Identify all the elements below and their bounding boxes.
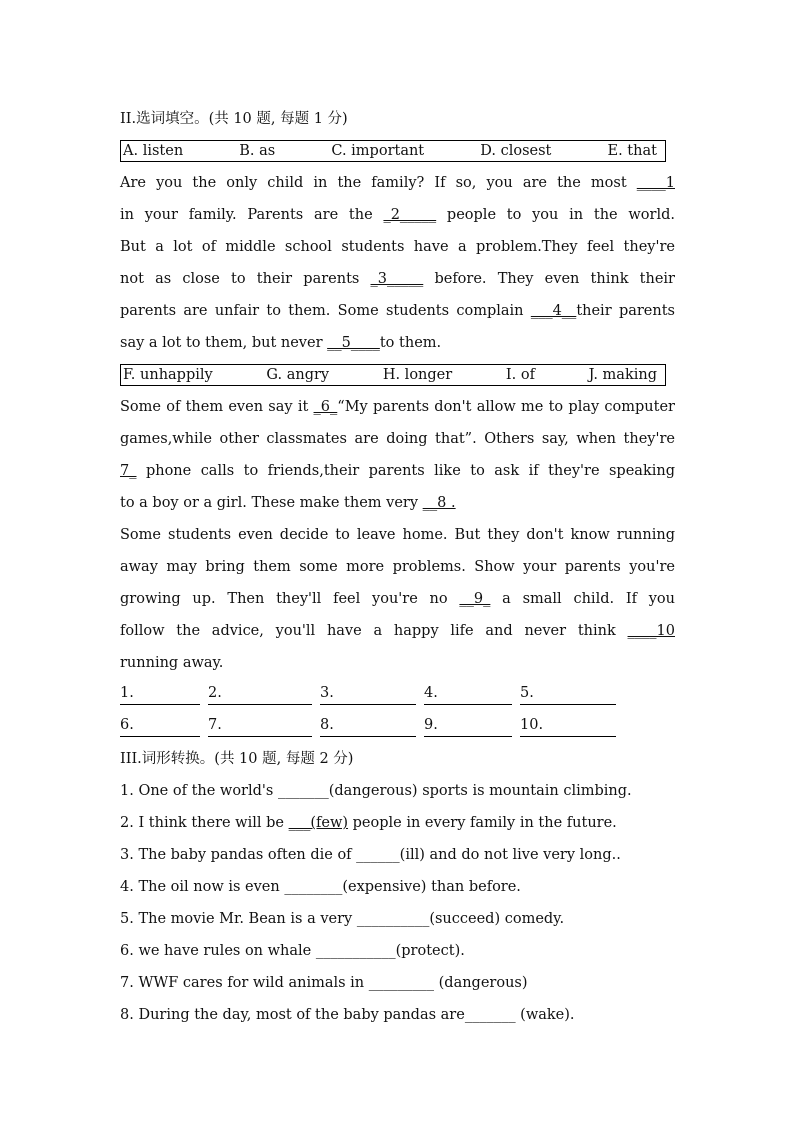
passage-line: 7_ phone calls to friends,their parents like to ask if they're speaking xyxy=(120,463,675,479)
passage-line: growing up. Then they'll feel you're no __9_ a small child. If you xyxy=(120,591,676,607)
answer-blank[interactable]: 5. xyxy=(520,682,616,705)
word-form-list xyxy=(120,775,675,1031)
answer-blank[interactable]: 4. xyxy=(424,682,512,705)
fill-blank[interactable]: _2_____ xyxy=(383,207,437,223)
passage-line: say a lot to them, but never __5____to them. xyxy=(120,335,442,351)
fill-blank[interactable]: ___________ xyxy=(315,943,396,959)
passage-line: to a boy or a girl. These make them very __8 . xyxy=(120,495,456,511)
fill-blank[interactable]: _3_____ xyxy=(370,271,424,287)
fill-blank[interactable]: ________ xyxy=(284,879,343,895)
fill-blank[interactable]: ____10 xyxy=(627,623,675,639)
word-bank-option: E. that xyxy=(607,143,657,159)
passage-paragraph-3 xyxy=(120,519,675,679)
answer-blank[interactable]: 6. xyxy=(120,714,200,737)
word-form-item: 5. The movie Mr. Bean is a very __________(succeed) comedy. xyxy=(120,911,565,927)
answer-blank[interactable]: 7. xyxy=(208,714,312,737)
fill-blank[interactable]: _______ xyxy=(464,1007,516,1023)
fill-blank[interactable]: ___4__ xyxy=(530,303,577,319)
word-bank-option: B. as xyxy=(239,143,276,159)
word-form-item: 2. I think there will be ___(few) people in every family in the future. xyxy=(120,815,617,831)
fill-blank[interactable]: ___(few) xyxy=(288,815,349,831)
passage-line: parents are unfair to them. Some students complain ___4__their parents xyxy=(120,303,675,319)
word-bank-option: J. making xyxy=(588,367,657,383)
fill-blank[interactable]: __________ xyxy=(356,911,430,927)
answer-blank[interactable]: 10. xyxy=(520,714,616,737)
passage-paragraph-2 xyxy=(120,391,675,519)
passage-line: But a lot of middle school students have a problem.They feel they're xyxy=(120,239,675,255)
passage-line: Are you the only child in the family? If so, you are the most ____1 xyxy=(120,175,675,191)
section-2-title: II.选词填空。(共 10 题, 每题 1 分) xyxy=(120,111,348,127)
fill-blank[interactable]: __5____ xyxy=(327,335,380,351)
word-form-item: 6. we have rules on whale ___________(protect). xyxy=(120,943,465,959)
word-form-item: 8. During the day, most of the baby pandas are_______ (wake). xyxy=(120,1007,575,1023)
word-bank-option: F. unhappily xyxy=(123,367,213,383)
fill-blank[interactable]: _6_ xyxy=(313,399,338,415)
answer-blank[interactable]: 9. xyxy=(424,714,512,737)
word-form-item: 4. The oil now is even ________(expensive) than before. xyxy=(120,879,521,895)
fill-blank[interactable]: _______ xyxy=(277,783,329,799)
passage-line: away may bring them some more problems. Show your parents you're xyxy=(120,559,675,575)
passage-line: not as close to their parents _3_____ before. They even think their xyxy=(120,271,675,287)
answer-blank[interactable]: 3. xyxy=(320,682,416,705)
answer-row-1 xyxy=(120,679,675,711)
fill-blank[interactable]: 7_ xyxy=(120,463,137,479)
answer-blank[interactable]: 8. xyxy=(320,714,416,737)
fill-blank[interactable]: ____1 xyxy=(636,175,675,191)
word-bank-option: D. closest xyxy=(480,143,552,159)
fill-blank[interactable]: ______ xyxy=(356,847,400,863)
word-form-item: 7. WWF cares for wild animals in _________ (dangerous) xyxy=(120,975,528,991)
answer-blank[interactable]: 2. xyxy=(208,682,312,705)
word-bank-option: A. listen xyxy=(123,143,184,159)
passage-line: Some students even decide to leave home. But they don't know running xyxy=(120,527,675,543)
word-bank-1 xyxy=(120,140,666,162)
passage-line: running away. xyxy=(120,655,224,671)
answer-blank[interactable]: 1. xyxy=(120,682,200,705)
word-form-item: 3. The baby pandas often die of ______(ill) and do not live very long.. xyxy=(120,847,621,863)
fill-blank[interactable]: __8 . xyxy=(422,495,456,511)
section-3-title: III.词形转换。(共 10 题, 每题 2 分) xyxy=(120,751,354,767)
passage-line: follow the advice, you'll have a happy life and never think ____10 xyxy=(120,623,675,639)
passage-line: Some of them even say it _6_“My parents don't allow me to play computer xyxy=(120,399,675,415)
fill-blank[interactable]: __9_ xyxy=(459,591,491,607)
word-bank-option: C. important xyxy=(331,143,425,159)
passage-line: games,while other classmates are doing that”. Others say, when they're xyxy=(120,431,675,447)
word-bank-2 xyxy=(120,364,666,386)
passage-paragraph-1 xyxy=(120,167,675,359)
word-bank-option: G. angry xyxy=(266,367,330,383)
fill-blank[interactable]: _________ xyxy=(368,975,435,991)
answer-row-2 xyxy=(120,711,675,743)
passage-line: in your family. Parents are the _2_____ people to you in the world. xyxy=(120,207,675,223)
word-form-item: 1. One of the world's _______(dangerous) sports is mountain climbing. xyxy=(120,783,632,799)
word-bank-option: I. of xyxy=(505,367,535,383)
worksheet-content xyxy=(120,103,675,1031)
word-bank-option: H. longer xyxy=(382,367,453,383)
